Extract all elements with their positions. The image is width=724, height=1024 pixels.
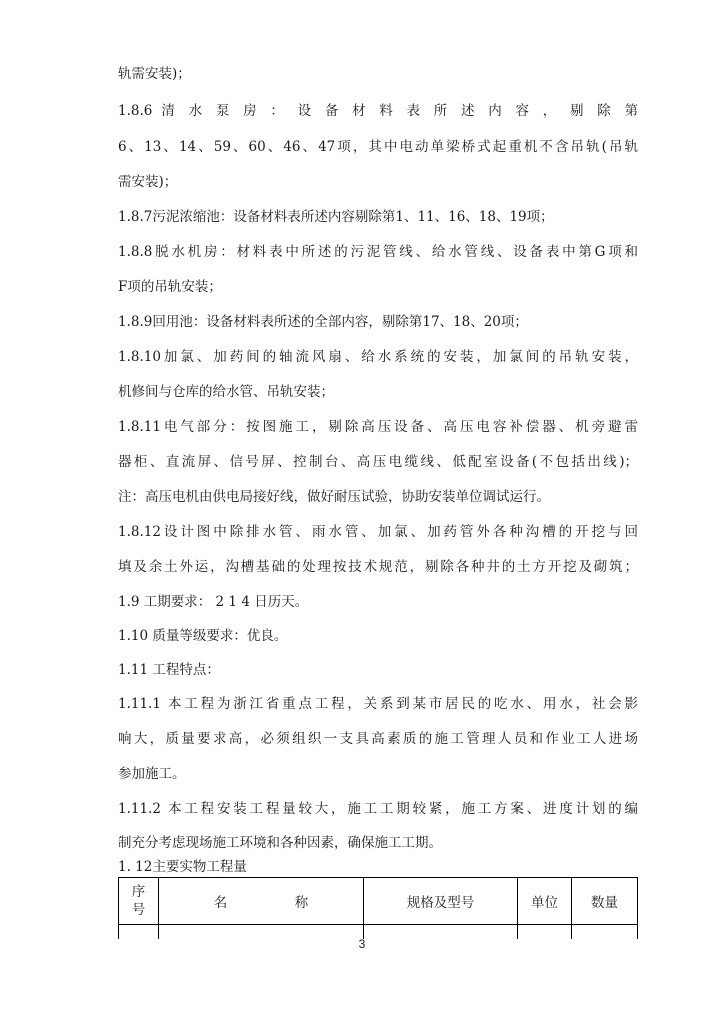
paragraph-line: 1.8.9回用池：设备材料表所述的全部内容，剔除第17、18、20项； [118, 314, 528, 330]
paragraph-line: 1.8.8脱水机房：材料表中所述的污泥管线、给水管线、设备表中第G项和 [118, 244, 638, 260]
paragraph-line: 1.11 工程特点： [118, 662, 220, 678]
paragraph-line: 需安装)； [118, 174, 178, 190]
header-unit: 单位 [518, 878, 572, 925]
paragraph-line: 1.11.1 本工程为浙江省重点工程，关系到某市居民的吃水、用水，社会影 [118, 696, 638, 712]
paragraph-line: 填及余土外运，沟槽基础的处理按技术规范，剔除各种井的土方开挖及砌筑； [118, 559, 638, 575]
paragraph-line: 1.11.2 本工程安装工程量较大，施工工期较紧，施工方案、进度计划的编 [118, 801, 638, 817]
paragraph-line: F项的吊轨安装； [118, 279, 222, 295]
section-heading: 1. 12主要实物工程量 [118, 859, 247, 875]
header-index: 序号 [119, 878, 159, 925]
paragraph-line: 1.8.12设计图中除排水管、雨水管、加氯、加药管外各种沟槽的开挖与回 [118, 524, 638, 540]
quantity-table [118, 877, 638, 939]
paragraph-line: 器柜、直流屏、信号屏、控制台、高压电缆线、低配室设备(不包括出线)； [118, 454, 638, 470]
paragraph-line: 6、13、14、59、60、46、47项，其中电动单梁桥式起重机不含吊轨(吊轨 [118, 139, 638, 155]
paragraph-line: 1.9 工期要求： 2 1 4 日历天。 [118, 594, 309, 610]
paragraph-line: 注：高压电机由供电局接好线，做好耐压试验，协助安装单位调试运行。 [118, 489, 550, 505]
header-spec: 规格及型号 [364, 878, 518, 925]
paragraph-line: 制充分考虑现场施工环境和各种因素，确保施工工期。 [118, 835, 442, 851]
page-number: 3 [358, 937, 366, 951]
paragraph-line: 轨需安装)； [118, 66, 191, 82]
header-name: 名 称 [159, 878, 364, 925]
paragraph-line: 机修间与仓库的给水管、吊轨安装； [118, 384, 334, 400]
paragraph-line: 1.8.11电气部分：按图施工，剔除高压设备、高压电容补偿器、机旁避雷 [118, 419, 638, 435]
paragraph-line: 1.8.10加氯、加药间的轴流风扇、给水系统的安装，加氯间的吊轨安装， [118, 349, 638, 365]
paragraph-line: 响大，质量要求高，必须组织一支具高素质的施工管理人员和作业工人进场 [118, 731, 638, 747]
table-header-row [119, 878, 638, 925]
paragraph-line: 1.10 质量等级要求：优良。 [118, 628, 288, 644]
header-qty: 数量 [572, 878, 638, 925]
paragraph-line: 1.8.7污泥浓缩池：设备材料表所述内容剔除第1、11、16、18、19项； [118, 209, 554, 225]
paragraph-line: 1.8.6 清 水 泵 房 ： 设 备 材 料 表 所 述 内 容 ， 剔 除 第 [118, 103, 638, 119]
paragraph-line: 参加施工。 [118, 766, 186, 782]
